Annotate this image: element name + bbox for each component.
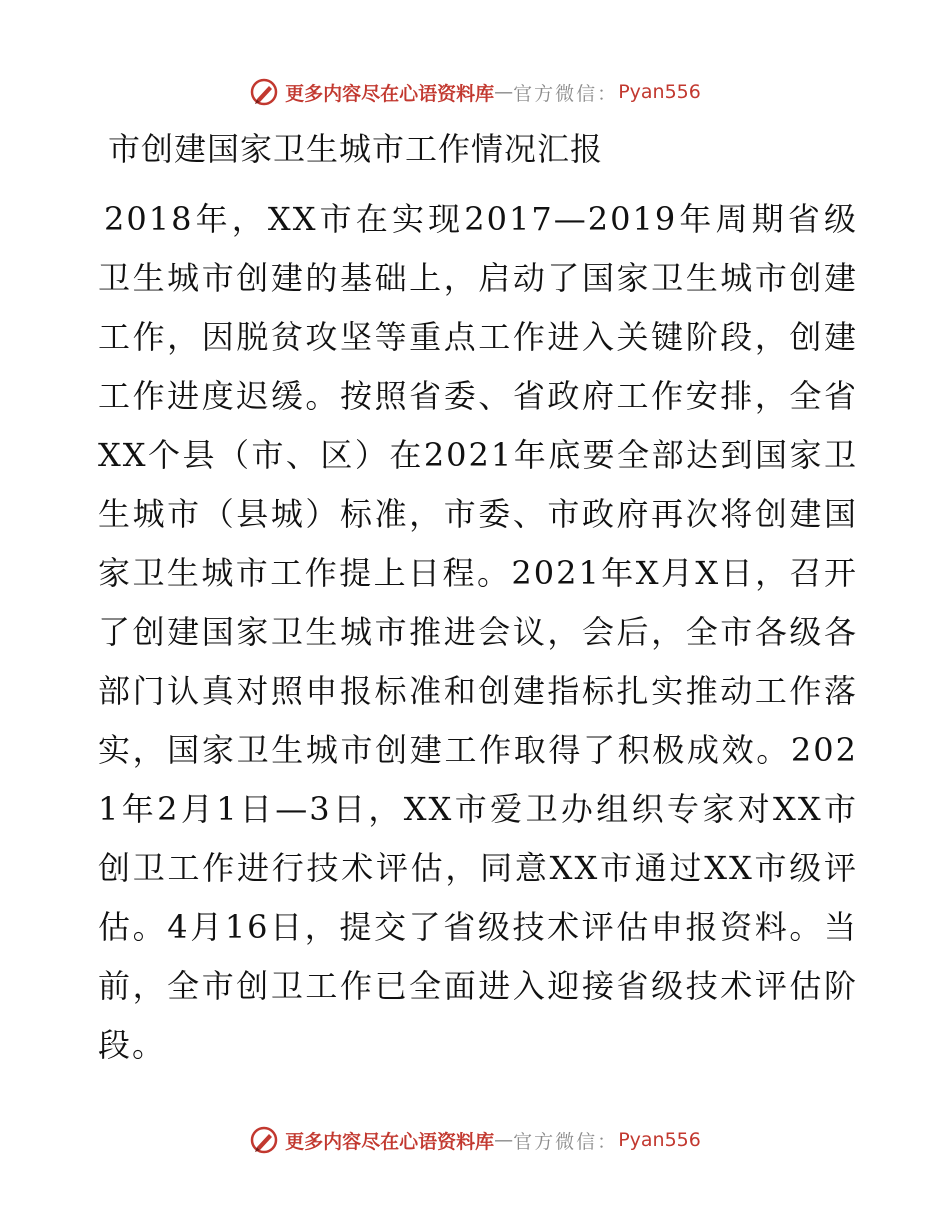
watermark-wechat-id: Pyan556 bbox=[618, 1129, 701, 1151]
document-body-paragraph: 2018年，XX市在实现2017—2019年周期省级卫生城市创建的基础上，启动了国家卫生城市创建工作，因脱贫攻坚等重点工作进入关键阶段，创建工作进度迟缓。按照省委、省政府工作安排，全省XX个县（市、区）在2021年底要全部达到国家卫生城市（县城）标准，市委、市政府再次将创建国家卫生城市工作提上日程。2021年X月X日，召开了创建国家卫生城市推进会议，会后，全市各级各部门认真对照申报标准和创建指标扎实推动工作落实，国家卫生城市创建工作取得了积极成效。2021年2月1日—3日，XX市爱卫办组织专家对XX市创卫工作进行技术评估，同意XX市通过XX市级评估。4月16日，提交了省级技术评估申报资料。当前，全市创卫工作已全面进入迎接省级技术评估阶段。 bbox=[98, 200, 858, 1064]
document-title: 市创建国家卫生城市工作情况汇报 bbox=[108, 130, 604, 168]
pen-logo-icon bbox=[249, 1125, 279, 1155]
watermark-separator: — bbox=[494, 1129, 514, 1151]
pen-logo-icon bbox=[249, 77, 279, 107]
header-watermark bbox=[0, 72, 950, 112]
watermark-separator: — bbox=[494, 81, 514, 103]
watermark-site-text: 更多内容尽在心语资料库 bbox=[285, 82, 495, 105]
footer-watermark bbox=[0, 1120, 950, 1160]
watermark-official-label: 官方微信： bbox=[513, 82, 619, 105]
watermark-site-text: 更多内容尽在心语资料库 bbox=[285, 1130, 495, 1153]
watermark-wechat-id: Pyan556 bbox=[618, 81, 701, 103]
watermark-official-label: 官方微信： bbox=[513, 1130, 619, 1153]
